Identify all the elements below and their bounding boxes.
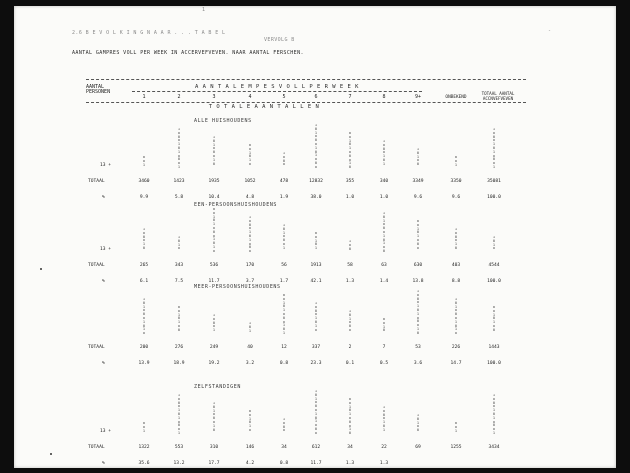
percent-cell: 11.7 — [208, 279, 220, 284]
column-header: TOTAAL AANTAL ACCNVEFVEVEN — [481, 91, 515, 101]
faint-digit-column: 1 o 0 o 1 0 — [142, 228, 146, 250]
total-cell: 40 — [247, 345, 253, 350]
total-cell: 403 — [451, 263, 461, 268]
faint-digit-column: 1 0 1 o 0 o 1 0 — [212, 402, 216, 432]
percent-cell: 9.9 — [139, 195, 149, 200]
total-cell: 22 — [381, 445, 387, 450]
column-header: 9+ — [414, 94, 422, 100]
percent-cell: 7.5 — [174, 279, 184, 284]
column-header: 8 — [382, 94, 386, 100]
column-header: 1 — [142, 94, 146, 100]
total-row-label: TOTAAL — [88, 263, 105, 268]
percent-row-label: % — [102, 279, 105, 284]
total-cell: 310 — [209, 445, 219, 450]
header-line-2: VERVOLG B — [264, 37, 295, 43]
section-title: ALLE HUISHOUDENS — [194, 118, 252, 124]
margin-dot-1 — [40, 268, 42, 270]
section-title: EEN-PERSOONSHUISHOUDENS — [194, 202, 278, 208]
faint-digit-column: 1 o 0 o 1 0 1 o 0 o 1 0 — [416, 290, 420, 335]
total-cell: 343 — [174, 263, 184, 268]
total-row-label: TOTAAL — [88, 179, 105, 184]
percent-cell: 4.8 — [245, 195, 255, 200]
percent-cell: 3.7 — [245, 279, 255, 284]
faint-digit-column: 0 o 1 0 1 — [314, 232, 318, 251]
row-label-header — [86, 85, 110, 95]
total-cell: 630 — [413, 263, 423, 268]
faint-digit-column: 0 o 1 — [142, 422, 146, 433]
faint-digit-column: 0 o 1 — [454, 156, 458, 167]
percent-cell: 1.3 — [379, 461, 389, 466]
faint-digit-column: 1 o 0 — [348, 240, 352, 251]
percent-cell: 1.3 — [345, 461, 355, 466]
faint-digit-column: 0 o 1 0 1 o 0 o 1 0 1 — [282, 294, 286, 335]
faint-digit-column: 1 o 0 o 1 0 1 o 0 o 1 — [177, 394, 181, 435]
total-cell: 12832 — [309, 179, 323, 184]
column-header: 7 — [348, 94, 352, 100]
total-cell: 34 — [281, 445, 287, 450]
total-cell: 35081 — [487, 179, 501, 184]
scanned-page — [14, 6, 616, 468]
total-cell: 58 — [347, 263, 353, 268]
total-cell: 3434 — [488, 445, 500, 450]
percent-cell: 9.6 — [451, 195, 461, 200]
total-cell: 146 — [245, 445, 255, 450]
faint-digit-column: 1 o 0 o — [282, 418, 286, 433]
column-header: 4 — [248, 94, 252, 100]
faint-digit-column: 1 0 1 o 0 o 1 0 1 o — [142, 298, 146, 336]
faint-digit-column: 0 o 1 0 1 o 0 — [177, 306, 181, 332]
percent-cell: 1.0 — [345, 195, 355, 200]
total-cell: 337 — [311, 345, 321, 350]
percent-cell: 42.1 — [310, 279, 322, 284]
total-cell: 355 — [345, 179, 355, 184]
faint-digit-column: 1 0 1 o 0 — [416, 148, 420, 167]
column-header: ONBEKEND — [445, 95, 467, 100]
row-label-header-line2: PERSONEN — [86, 89, 111, 95]
header-rule-bottom — [86, 102, 526, 103]
faint-digit-column: 1 o 0 o 1 0 1 — [382, 406, 386, 432]
faint-digit-column: 1 0 1 o 0 o 1 — [282, 224, 286, 250]
faint-digit-column: 1 o 0 o 1 0 1 — [382, 140, 386, 166]
total-cell: 478 — [279, 179, 289, 184]
faint-digit-column: 1 0 1 o 0 — [416, 414, 420, 433]
total-cell: 4544 — [488, 263, 500, 268]
total-cell: 34 — [347, 445, 353, 450]
total-cell: 1052 — [244, 179, 256, 184]
percent-cell: 0.1 — [345, 361, 355, 366]
percent-cell: 100.0 — [487, 195, 501, 200]
total-cell: 2 — [348, 345, 352, 350]
faint-digit-column: 1 o 0 o 1 0 1 o 0 o — [248, 216, 252, 254]
percent-cell: 18.9 — [173, 361, 185, 366]
total-cell: 69 — [415, 445, 421, 450]
percent-cell: 1.0 — [379, 195, 389, 200]
percent-cell: 6.1 — [139, 279, 149, 284]
faint-digit-column: 1 o 0 o 1 0 1 o 0 o 1 — [492, 128, 496, 169]
row-label-13plus: 13 + — [100, 163, 112, 168]
total-cell: 265 — [139, 263, 149, 268]
percent-cell: 14.7 — [450, 361, 462, 366]
span-header: A A N T A L E M P E S V O L L P E R W E E K — [195, 84, 359, 90]
percent-cell: 13.8 — [412, 279, 424, 284]
total-row-label: TOTAAL — [88, 345, 105, 350]
faint-digit-column: 1 o 0 o 1 — [212, 314, 216, 333]
row-label-header-line1: AANTAL — [86, 84, 105, 90]
percent-cell: 13.9 — [138, 361, 150, 366]
percent-cell: 23.3 — [310, 361, 322, 366]
faint-digit-column: 0 o 1 0 1 o 0 o — [416, 220, 420, 250]
section-title: ZELFSTANDIGEN — [194, 384, 241, 390]
percent-cell: 3.6 — [413, 361, 423, 366]
total-cell: 536 — [209, 263, 219, 268]
total-cell: 12 — [281, 345, 287, 350]
header-rule-top — [86, 79, 526, 80]
top-mark: 1 — [202, 7, 206, 13]
faint-digit-column: 1 0 1 o 0 o 1 0 1 o 0 o — [314, 124, 318, 169]
percent-cell: 4.2 — [245, 461, 255, 466]
percent-cell: 0.8 — [279, 361, 289, 366]
percent-cell: 3.2 — [245, 361, 255, 366]
faint-digit-column: 0 o 1 0 1 o — [248, 410, 252, 432]
total-cell: 249 — [209, 345, 219, 350]
total-cell: 3349 — [412, 179, 424, 184]
total-cell: 1255 — [450, 445, 462, 450]
percent-cell: 11.7 — [310, 461, 322, 466]
percent-cell: 35.6 — [138, 461, 150, 466]
total-cell: 63 — [381, 263, 387, 268]
percent-cell: 38.0 — [310, 195, 322, 200]
total-cell: 56 — [281, 263, 287, 268]
faint-digit-column: 1 o 0 o 1 0 1 o 0 o 1 — [492, 394, 496, 435]
faint-digit-column: 1 0 1 o — [492, 236, 496, 251]
total-cell: 1935 — [208, 179, 220, 184]
table-subtitle: AANTAL GAMPRES VOLL PER WEEK IN ACCERVEFVEVEN. NAAR AANTAL FERSCHEN. — [72, 50, 304, 56]
percent-cell: 5.8 — [174, 195, 184, 200]
faint-digit-column: 1 0 1 — [248, 322, 252, 333]
faint-digit-column: 1 o 0 o 1 0 — [454, 228, 458, 250]
total-cell: 1423 — [173, 179, 185, 184]
faint-digit-column: 0 o 1 0 1 o 0 o 1 0 — [348, 132, 352, 170]
column-header: 5 — [282, 94, 286, 100]
percent-row-label: % — [102, 361, 105, 366]
percent-row-label: % — [102, 195, 105, 200]
total-cell: 3350 — [450, 179, 462, 184]
percent-cell: 1.9 — [279, 195, 289, 200]
faint-digit-column: 1 0 1 o 0 o 1 0 1 o 0 — [382, 212, 386, 253]
total-cell: 200 — [139, 345, 149, 350]
column-header: 6 — [314, 94, 318, 100]
total-cell: 1322 — [138, 445, 150, 450]
faint-digit-column: 1 0 1 o 0 o — [348, 310, 352, 332]
faint-digit-column: 1 o 0 o 1 0 1 o — [314, 302, 318, 332]
percent-cell: 0.5 — [379, 361, 389, 366]
total-cell: 1913 — [310, 263, 322, 268]
faint-digit-column: 1 0 1 o 0 o 1 0 1 o — [454, 298, 458, 336]
percent-cell: 13.2 — [173, 461, 185, 466]
percent-row-label: % — [102, 461, 105, 466]
total-cell: 553 — [174, 445, 184, 450]
percent-cell: 8.8 — [451, 279, 461, 284]
faint-digit-column: 1 0 1 o 0 o 1 0 — [212, 136, 216, 166]
faint-digit-column: 0 o 1 0 1 o 0 o 1 0 — [348, 398, 352, 436]
header-line-1: 2.6 B E V O L K I N G N A A R . . . T A B E L — [72, 30, 226, 36]
faint-digit-column: 0 o 1 — [454, 422, 458, 433]
top-right-mark: - — [548, 28, 552, 34]
percent-cell: 1.7 — [279, 279, 289, 284]
percent-cell: 9.6 — [413, 195, 423, 200]
total-cell: 53 — [415, 345, 421, 350]
percent-cell: 100.0 — [487, 279, 501, 284]
percent-cell: 1.4 — [379, 279, 389, 284]
faint-digit-column: 0 o 1 0 1 o 0 — [492, 306, 496, 332]
row-label-13plus: 13 + — [100, 429, 112, 434]
total-cell: 3460 — [138, 179, 150, 184]
total-cell: 340 — [379, 179, 389, 184]
faint-digit-column: 0 o 1 0 1 o — [248, 144, 252, 166]
total-cell: 276 — [174, 345, 184, 350]
total-cell: 612 — [311, 445, 321, 450]
total-cell: 226 — [451, 345, 461, 350]
table-subheader: T O T A L E A A N T A L L E N — [208, 104, 320, 110]
percent-cell: 100.0 — [487, 361, 501, 366]
faint-digit-column: 1 o 0 o — [282, 152, 286, 167]
percent-cell: 0.8 — [279, 461, 289, 466]
total-cell: 1443 — [488, 345, 500, 350]
faint-digit-column: 0 o 1 0 — [382, 318, 386, 333]
section-title: MEER-PERSOONSHUISHOUDENS — [194, 284, 281, 290]
faint-digit-column: 1 o 0 o 1 0 1 o 0 o 1 — [177, 128, 181, 169]
percent-cell: 19.2 — [208, 361, 220, 366]
column-header: 3 — [212, 94, 216, 100]
column-header: 2 — [177, 94, 181, 100]
faint-digit-column: 0 o 1 — [142, 156, 146, 167]
total-cell: 170 — [245, 263, 255, 268]
percent-cell: 10.4 — [208, 195, 220, 200]
faint-digit-column: 0 o 1 0 1 o 0 o 1 0 1 o — [212, 208, 216, 253]
row-label-13plus: 13 + — [100, 247, 112, 252]
total-cell: 7 — [382, 345, 386, 350]
percent-cell: 1.3 — [345, 279, 355, 284]
faint-digit-column: 1 0 1 o — [177, 236, 181, 251]
margin-dot-2 — [50, 453, 52, 455]
span-header-rule — [132, 91, 422, 92]
percent-cell: 17.7 — [208, 461, 220, 466]
faint-digit-column: 1 0 1 o 0 o 1 0 1 o 0 o — [314, 390, 318, 435]
total-row-label: TOTAAL — [88, 445, 105, 450]
